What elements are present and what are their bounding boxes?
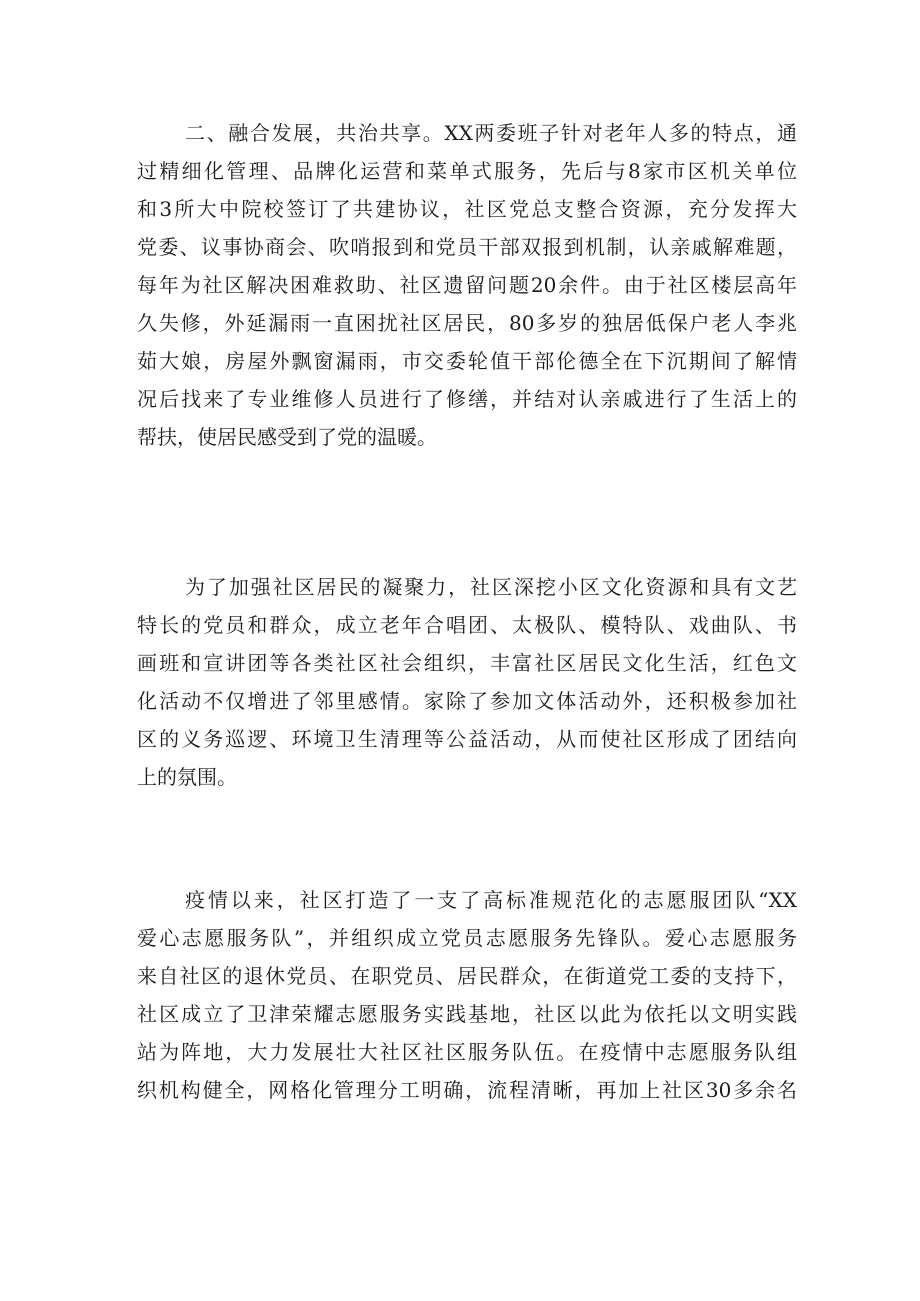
text-line: 党委、议事协商会、吹哨报到和党员干部双报到机制，认亲戚解难题， <box>137 235 797 259</box>
text-line: 为了加强社区居民的凝聚力，社区深挖小区文化资源和具有文艺 <box>185 575 797 599</box>
text-line: 过精细化管理、品牌化运营和菜单式服务，先后与8家市区机关单位 <box>137 159 797 183</box>
text-line: 久失修，外延漏雨一直困扰社区居民，80多岁的独居低保户老人李兆 <box>137 311 797 335</box>
text-line: 化活动不仅增进了邻里感情。家除了参加文体活动外，还积极参加社 <box>137 689 797 713</box>
text-line: 区的义务巡逻、环境卫生清理等公益活动，从而使社区形成了团结向 <box>137 727 797 751</box>
text-line: 爱心志愿服务队”，并组织成立党员志愿服务先锋队。爱心志愿服务 <box>137 926 797 950</box>
text-line: 二、融合发展，共治共享。XX两委班子针对老年人多的特点，通 <box>185 121 797 145</box>
paragraph-volunteer-service <box>137 881 797 1109</box>
text-line: 和3所大中院校签订了共建协议，社区党总支整合资源，充分发挥大 <box>137 197 797 221</box>
text-line: 上的氛围。 <box>137 765 237 789</box>
text-line: 来自社区的退休党员、在职党员、居民群众，在街道党工委的支持下， <box>137 964 797 988</box>
text-line: 疫情以来，社区打造了一支了高标准规范化的志愿服团队“XX <box>185 888 797 912</box>
text-line: 社区成立了卫津荣耀志愿服务实践基地，社区以此为依托以文明实践 <box>137 1002 797 1026</box>
paragraph-party-building <box>137 114 797 456</box>
text-line: 画班和宣讲团等各类社区社会组织，丰富社区居民文化生活，红色文 <box>137 651 797 675</box>
text-line: 茹大娘，房屋外飘窗漏雨，市交委轮值干部伦德全在下沉期间了解情 <box>137 349 797 373</box>
paragraph-culture-activities <box>137 568 797 796</box>
text-line: 织机构健全，网格化管理分工明确，流程清晰，再加上社区30多余名 <box>137 1078 797 1102</box>
text-line: 帮扶，使居民感受到了党的温暖。 <box>137 425 437 449</box>
text-line: 况后找来了专业维修人员进行了修缮，并结对认亲戚进行了生活上的 <box>137 387 797 411</box>
text-line: 特长的党员和群众，成立老年合唱团、太极队、模特队、戏曲队、书 <box>137 613 797 637</box>
text-line: 站为阵地，大力发展壮大社区社区服务队伍。在疫情中志愿服务队组 <box>137 1040 797 1064</box>
text-line: 每年为社区解决困难救助、社区遗留问题20余件。由于社区楼层高年 <box>137 273 797 297</box>
